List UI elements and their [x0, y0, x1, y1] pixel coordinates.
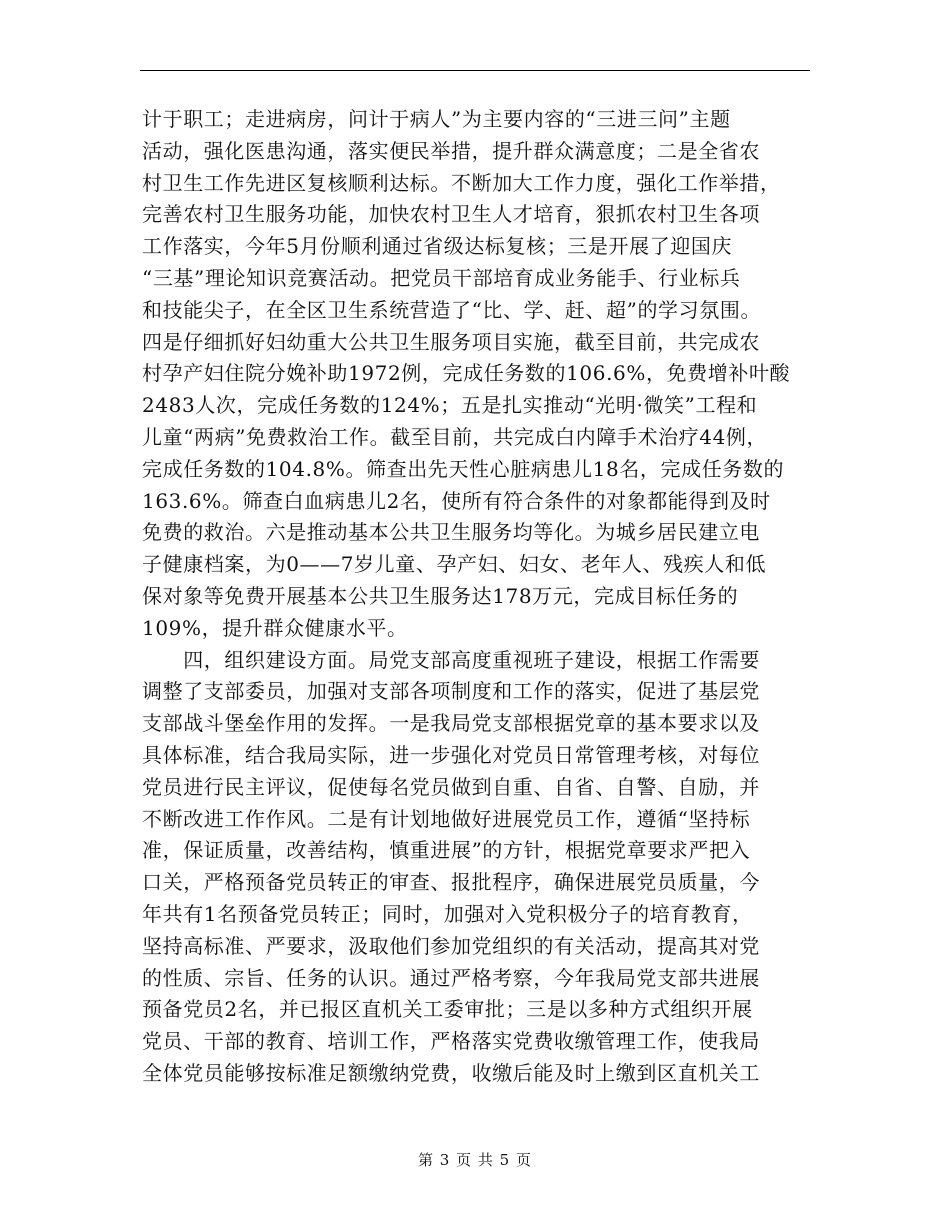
- text-line: 完成任务数的104.8%。筛查出先天性心脏病患儿18名，完成任务数的: [142, 456, 785, 481]
- text-line: 党员、干部的教育、培训工作，严格落实党费收缴管理工作，使我局: [142, 1029, 760, 1054]
- body-text: [142, 104, 822, 1090]
- text-line: 坚持高标准、严要求，汲取他们参加党组织的有关活动，提高其对党: [142, 933, 760, 958]
- text-line: 不断改进工作作风。二是有计划地做好进展党员工作，遵循“坚持标: [142, 806, 751, 831]
- text-line: 支部战斗堡垒作用的发挥。一是我局党支部根据党章的基本要求以及: [142, 711, 760, 736]
- text-line: 预备党员2名，并已报区直机关工委审批；三是以多种方式组织开展: [142, 997, 753, 1022]
- text-line: 109%，提升群众健康水平。: [142, 615, 408, 640]
- text-line: 计于职工；走进病房，问计于病人”为主要内容的“三进三问”主题: [142, 107, 731, 131]
- text-line: 年共有1名预备党员转正；同时，加强对入党积极分子的培育教育，: [142, 901, 753, 926]
- header-rule: [140, 70, 810, 71]
- text-line: 村卫生工作先进区复核顺利达标。不断加大工作力度，强化工作举措，: [142, 170, 781, 195]
- text-line: 村孕产妇住院分娩补助1972例，完成任务数的106.6%，免费增补叶酸: [142, 361, 791, 386]
- text-line: 活动，强化医患沟通，落实便民举措，提升群众满意度；二是全省农: [142, 138, 760, 163]
- text-line: 四是仔细抓好妇幼重大公共卫生服务项目实施，截至目前，共完成农: [142, 329, 760, 354]
- text-line: 党员进行民主评议，促使每名党员做到自重、自省、自警、自励，并: [142, 774, 760, 799]
- text-line: 和技能尖子，在全区卫生系统营造了“比、学、赶、超”的学习氛围。: [142, 297, 762, 322]
- text-line: 儿童“两病”免费救治工作。截至目前，共完成白内障手术治疗44例，: [142, 424, 768, 449]
- text-line: 调整了支部委员，加强对支部各项制度和工作的落实，促进了基层党: [142, 679, 760, 704]
- text-line: 四，组织建设方面。局党支部高度重视班子建设，根据工作需要: [142, 647, 760, 672]
- text-line: 的性质、宗旨、任务的认识。通过严格考察，今年我局党支部共进展: [142, 965, 760, 990]
- text-line: 全体党员能够按标准足额缴纳党费，收缴后能及时上缴到区直机关工: [142, 1060, 760, 1085]
- text-line: 免费的救治。六是推动基本公共卫生服务均等化。为城乡居民建立电: [142, 520, 760, 545]
- text-line: 2483人次，完成任务数的124%；五是扎实推动“光明·微笑”工程和: [142, 393, 758, 418]
- text-line: 具体标准，结合我局实际，进一步强化对党员日常管理考核，对每位: [142, 742, 760, 767]
- text-line: 子健康档案，为0——7岁儿童、孕产妇、妇女、老年人、残疾人和低: [142, 552, 767, 577]
- text-line: 保对象等免费开展基本公共卫生服务达178万元，完成目标任务的: [142, 583, 739, 608]
- text-line: 完善农村卫生服务功能，加快农村卫生人才培育，狠抓农村卫生各项: [142, 202, 760, 227]
- text-line: 口关，严格预备党员转正的审查、报批程序，确保进展党员质量，今: [142, 870, 760, 895]
- text-line: 准，保证质量，改善结构，慎重进展”的方针，根据党章要求严把入: [142, 838, 751, 863]
- page-number-footer: 第 3 页 共 5 页: [418, 1151, 532, 1169]
- text-line: 163.6%。筛查白血病患儿2名，使所有符合条件的对象都能得到及时: [142, 488, 771, 513]
- text-line: “三基”理论知识竞赛活动。把党员干部培育成业务能手、行业标兵: [142, 265, 741, 290]
- text-line: 工作落实，今年5月份顺利通过省级达标复核；三是开展了迎国庆: [142, 234, 733, 259]
